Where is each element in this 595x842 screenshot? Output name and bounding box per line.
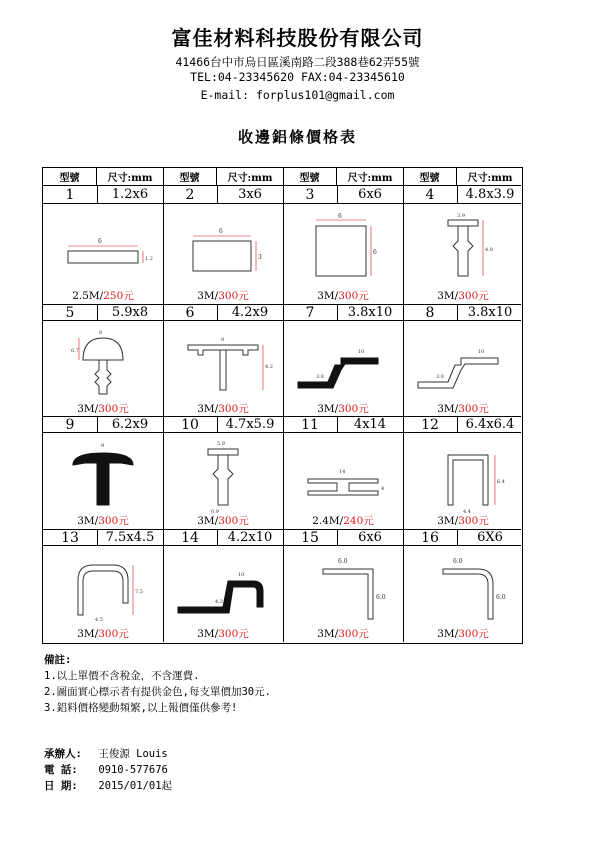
item-price: 3M/300元 (197, 403, 249, 415)
svg-text:4.5: 4.5 (95, 617, 103, 623)
item-code: 2 (163, 186, 218, 203)
svg-text:3: 3 (258, 254, 262, 261)
item-price: 3M/300元 (437, 515, 489, 527)
svg-text:6: 6 (338, 213, 342, 220)
phone-label: 電 話: (44, 764, 78, 776)
item-code: 12 (403, 416, 458, 433)
t-insert-profile-icon (403, 206, 523, 294)
item-code: 1 (43, 186, 98, 203)
item-size: 1.2x6 (111, 187, 149, 202)
item-price: 2.4M/240元 (312, 515, 374, 527)
item-price: 3M/300元 (317, 628, 369, 640)
item-price: 3M/300元 (197, 515, 249, 527)
svg-text:8: 8 (99, 330, 103, 336)
u-channel-profile-icon (403, 433, 523, 521)
item-code: 9 (43, 416, 98, 433)
item-size: 3.8x10 (347, 305, 393, 320)
header-model: 型號 (43, 168, 97, 185)
item-code: 16 (403, 529, 458, 546)
item-price: 3M/300元 (77, 628, 129, 640)
date-label: 日 期: (44, 780, 78, 792)
svg-text:4.2: 4.2 (265, 364, 273, 370)
t-insert-profile-icon (163, 320, 283, 408)
item-code: 10 (163, 416, 218, 433)
svg-text:6.7: 6.7 (71, 348, 79, 354)
svg-text:7.5: 7.5 (135, 589, 143, 595)
item-price: 2.5M/250元 (72, 290, 134, 302)
svg-text:3.9: 3.9 (457, 213, 465, 219)
svg-text:6: 6 (98, 238, 102, 245)
svg-text:9: 9 (221, 337, 225, 343)
svg-text:4: 4 (381, 486, 385, 492)
item-price: 3M/300元 (317, 403, 369, 415)
item-price: 3M/300元 (437, 290, 489, 302)
svg-text:6.0: 6.0 (338, 558, 348, 565)
item-size: 6x6 (358, 187, 382, 202)
header-size: 尺寸:mm (107, 173, 153, 184)
z-step-profile-icon (403, 320, 523, 408)
handler-value: 王俊源 Louis (98, 748, 168, 760)
item-price: 3M/300元 (197, 628, 249, 640)
svg-text:6.0: 6.0 (376, 594, 386, 601)
svg-text:6: 6 (219, 228, 223, 235)
header-model: 型號 (283, 168, 337, 185)
svg-text:14: 14 (339, 469, 346, 475)
svg-text:6: 6 (373, 249, 377, 256)
item-size: 6x6 (358, 530, 382, 545)
svg-text:9: 9 (101, 443, 105, 449)
round-cap-profile-icon (43, 320, 163, 408)
svg-text:5.9: 5.9 (217, 441, 225, 447)
item-code: 3 (283, 186, 338, 203)
svg-text:4.4: 4.4 (463, 509, 471, 515)
h-joint-profile-icon (283, 433, 403, 521)
item-code: 4 (403, 186, 458, 203)
svg-text:10: 10 (238, 572, 245, 578)
svg-text:4.2: 4.2 (215, 599, 223, 605)
item-size: 4.2x10 (227, 530, 273, 545)
notes (44, 652, 271, 716)
svg-text:6.0: 6.0 (496, 594, 506, 601)
item-price: 3M/300元 (437, 403, 489, 415)
date-value: 2015/01/01起 (98, 780, 173, 792)
item-size: 3.8x10 (467, 305, 513, 320)
item-size: 4.7x5.9 (225, 417, 275, 432)
svg-text:6.0: 6.0 (453, 558, 463, 565)
item-size: 4x14 (353, 417, 387, 432)
phone-value: 0910-577676 (98, 764, 168, 776)
company-name: 富佳材料科技股份有限公司 (171, 26, 424, 50)
note-line: 2.圖面實心標示者有提供金色,每支單價加30元. (44, 686, 271, 698)
item-size: 5.9x8 (111, 305, 149, 320)
svg-text:3.8: 3.8 (316, 374, 324, 380)
svg-text:10: 10 (478, 349, 485, 355)
item-price: 3M/300元 (197, 290, 249, 302)
svg-text:10: 10 (358, 349, 365, 355)
flat-bar-profile-icon (43, 206, 163, 294)
header-model: 型號 (163, 168, 217, 185)
notes-title: 備註: (44, 654, 72, 666)
svg-text:6.4: 6.4 (497, 479, 505, 485)
svg-text:1.2: 1.2 (145, 256, 153, 262)
round-angle-profile-icon (403, 545, 523, 633)
item-price: 3M/300元 (77, 515, 129, 527)
z-step-profile-icon (283, 320, 403, 408)
header-size: 尺寸:mm (227, 173, 273, 184)
note-line: 1.以上單價不含稅金，不含運費. (44, 670, 200, 682)
item-code: 6 (163, 304, 218, 321)
contact-info (44, 746, 172, 794)
document-title: 收邊鋁條價格表 (237, 128, 357, 146)
item-size: 6X6 (477, 530, 503, 545)
angle-profile-icon (283, 545, 403, 633)
item-size: 4.8x3.9 (465, 187, 515, 202)
item-code: 11 (283, 416, 338, 433)
company-address: 41466台中市烏日區溪南路二段388巷62弄55號 (175, 55, 420, 69)
company-tel-fax: TEL:04-23345620 FAX:04-23345610 (190, 70, 405, 84)
svg-text:3.8: 3.8 (436, 374, 444, 380)
rounded-u-profile-icon (43, 545, 163, 633)
t-insert-profile-icon (163, 433, 283, 521)
item-price: 3M/300元 (317, 290, 369, 302)
price-table (42, 167, 523, 644)
item-code: 5 (43, 304, 98, 321)
header-size: 尺寸:mm (347, 173, 393, 184)
item-size: 6.2x9 (111, 417, 149, 432)
header-model: 型號 (403, 168, 457, 185)
company-email: E-mail: forplus101@gmail.com (200, 88, 395, 102)
t-mushroom-profile-icon (43, 433, 163, 521)
svg-text:0.9: 0.9 (211, 509, 219, 515)
flat-bar-profile-icon (163, 206, 283, 294)
item-size: 6.4x6.4 (465, 417, 515, 432)
item-code: 14 (163, 529, 218, 546)
item-code: 15 (283, 529, 338, 546)
item-code: 13 (43, 529, 98, 546)
item-size: 7.5x4.5 (105, 530, 155, 545)
svg-text:4.8: 4.8 (485, 247, 493, 253)
item-size: 3x6 (238, 187, 262, 202)
header-size: 尺寸:mm (467, 173, 513, 184)
item-size: 4.2x9 (231, 305, 269, 320)
square-bar-profile-icon (283, 206, 403, 294)
note-line: 3.鋁料價格變動頻繁,以上報價僅供參考! (44, 702, 238, 714)
stair-nose-profile-icon (163, 545, 283, 633)
item-price: 3M/300元 (77, 403, 129, 415)
item-price: 3M/300元 (437, 628, 489, 640)
handler-label: 承辦人: (44, 748, 82, 760)
item-code: 7 (283, 304, 338, 321)
item-code: 8 (403, 304, 458, 321)
